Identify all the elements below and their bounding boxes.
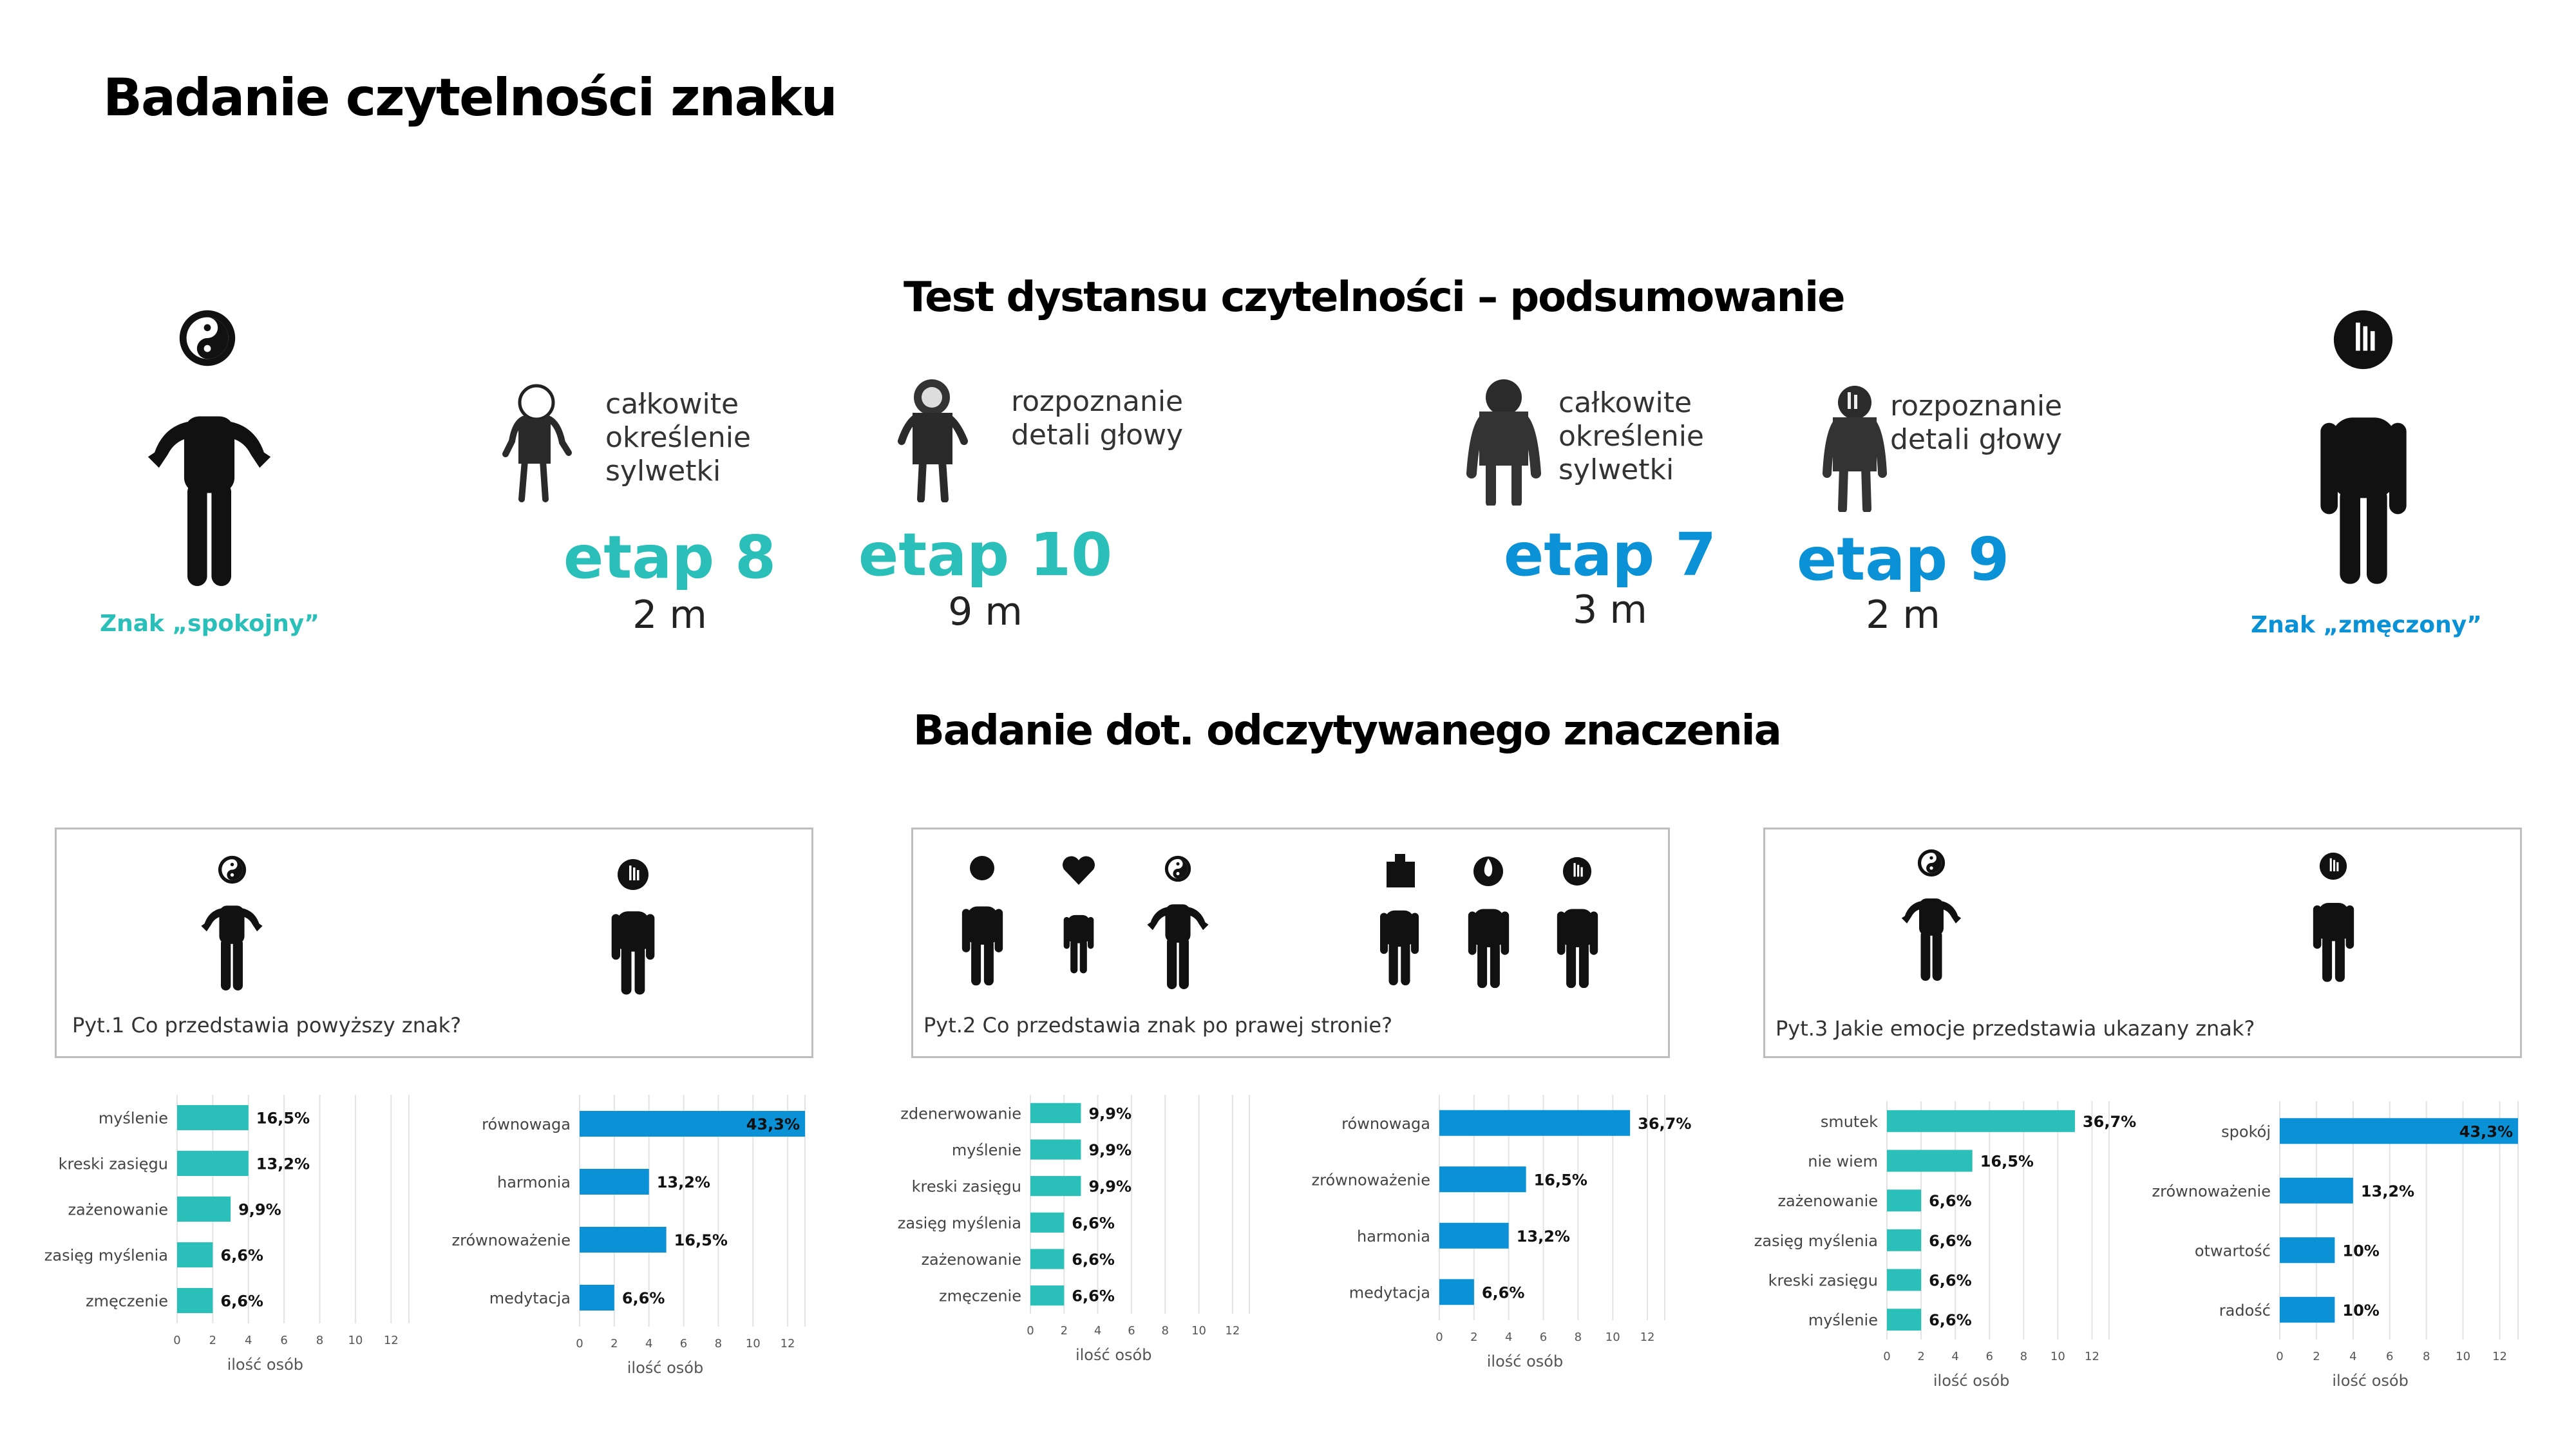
value-label: 13,2% [1516, 1227, 1570, 1245]
chart-q3-calm [1726, 1088, 2138, 1391]
stage-1-description: całkowite określenie sylwetki [605, 388, 751, 488]
plain-figure-icon [952, 880, 1013, 989]
x-axis-label: ilość osób [227, 1356, 304, 1374]
tick-label: 10 [1191, 1324, 1206, 1338]
category-label: medytacja [489, 1289, 571, 1307]
tick-label: 4 [2349, 1350, 2357, 1363]
tick-label: 4 [1504, 1331, 1513, 1344]
question-1-text: Pyt.1 Co przedstawia powyższy znak? [72, 1013, 462, 1037]
question-2-panel [911, 828, 1670, 1058]
value-label: 6,6% [1929, 1192, 1972, 1211]
stage-3-label: etap 7 [1503, 520, 1717, 589]
category-label: zażenowanie [1777, 1192, 1878, 1211]
chart-svg [1282, 1082, 1700, 1385]
tick-label: 2 [209, 1334, 217, 1347]
yin-yang-icon [1164, 855, 1191, 882]
category-label: zmęczenie [86, 1292, 168, 1311]
bar [177, 1288, 213, 1313]
tired-head-icon [2319, 852, 2347, 880]
tick-label: 8 [316, 1334, 324, 1347]
chart-svg [1726, 1088, 2138, 1391]
value-label: 6,6% [1929, 1231, 1972, 1250]
category-label: myślenie [951, 1141, 1021, 1159]
tick-label: 0 [576, 1337, 583, 1350]
value-label: 9,9% [1088, 1141, 1132, 1159]
bar [580, 1169, 649, 1195]
value-label: 13,2% [256, 1155, 310, 1173]
stage-2-distance: 9 m [948, 589, 1023, 634]
bar [2280, 1297, 2334, 1323]
bar [1887, 1229, 1921, 1251]
bar [1030, 1249, 1064, 1269]
stage-4-description: rozpoznanie detali głowy [1890, 390, 2063, 456]
value-label: 13,2% [656, 1173, 710, 1191]
category-label: zrównoważenie [451, 1231, 571, 1249]
bar [580, 1227, 667, 1253]
chart-q1-tired [419, 1082, 831, 1385]
x-axis-label: ilość osób [2332, 1372, 2409, 1390]
chart-svg [13, 1082, 425, 1385]
tick-label: 6 [679, 1337, 688, 1350]
category-label: medytacja [1349, 1283, 1430, 1302]
chart-q3-tired [2119, 1088, 2544, 1391]
bar [1887, 1269, 1921, 1291]
category-label: zasięg myślenia [44, 1246, 168, 1265]
tick-label: 10 [745, 1337, 761, 1350]
value-label: 36,7% [1638, 1114, 1692, 1133]
sketch-figure-tired-head [1819, 383, 1890, 512]
category-label: kreski zasięgu [911, 1177, 1021, 1196]
bar [580, 1285, 614, 1311]
tired-figure-icon [1547, 882, 1608, 992]
value-label: 10% [2342, 1242, 2380, 1260]
grid [1030, 1095, 1249, 1314]
category-label: smutek [1820, 1112, 1878, 1131]
category-label: zrównoważenie [1311, 1171, 1430, 1189]
tick-label: 8 [714, 1337, 723, 1350]
chart-q1-calm [13, 1082, 425, 1385]
category-label: zasięg myślenia [1754, 1231, 1878, 1250]
value-label: 6,6% [1072, 1287, 1115, 1305]
tick-label: 12 [780, 1337, 795, 1350]
stage-4-distance: 2 m [1866, 592, 1940, 638]
x-axis-label: ilość osób [1075, 1346, 1152, 1364]
value-label: 6,6% [621, 1289, 665, 1307]
tick-label: 10 [1605, 1331, 1620, 1344]
figure-icon [2299, 367, 2428, 586]
tick-label: 2 [2313, 1350, 2320, 1363]
tick-label: 4 [245, 1334, 252, 1347]
category-label: zasięg myślenia [897, 1214, 1021, 1233]
heart-figure-icon [1056, 881, 1101, 990]
value-label: 10% [2342, 1301, 2380, 1320]
value-label: 13,2% [2360, 1182, 2415, 1200]
chart-q2-calm [873, 1082, 1285, 1385]
tick-label: 4 [1094, 1324, 1102, 1338]
value-label: 16,5% [1533, 1171, 1587, 1189]
category-label: równowaga [482, 1115, 571, 1133]
category-label: harmonia [1356, 1227, 1430, 1245]
question-3-text: Pyt.3 Jakie emocje przedstawia ukazany znak? [1776, 1016, 2255, 1041]
tick-label: 12 [383, 1334, 399, 1347]
value-label: 16,5% [256, 1109, 310, 1128]
tick-label: 0 [173, 1334, 181, 1347]
tick-label: 0 [1027, 1324, 1034, 1338]
category-label: kreski zasięgu [1768, 1271, 1878, 1290]
bar [1439, 1223, 1509, 1249]
fire-head-figure-icon [1458, 882, 1519, 992]
calm-sign-figure [119, 309, 299, 592]
tick-label: 6 [1985, 1350, 1993, 1363]
tick-label: 0 [2276, 1350, 2284, 1363]
bar [2280, 1237, 2334, 1263]
stage-3-description: całkowite określenie sylwetki [1558, 386, 1704, 486]
tick-label: 2 [611, 1337, 618, 1350]
tick-label: 6 [2386, 1350, 2394, 1363]
chart-q2-tired [1282, 1082, 1700, 1385]
figure-icon [119, 367, 299, 586]
sketch-figure-calm-head [886, 377, 976, 502]
tick-label: 8 [2422, 1350, 2430, 1363]
tick-label: 6 [1539, 1331, 1548, 1344]
bar [177, 1105, 249, 1130]
yin-yang-icon [1917, 849, 1946, 877]
bar [1030, 1176, 1081, 1196]
tired-sign-caption: Znak „zmęczony” [2251, 612, 2482, 638]
yin-yang-icon [178, 309, 236, 367]
plain-head-icon [969, 855, 995, 881]
puzzle-head-figure-icon [1370, 882, 1428, 992]
value-label: 43,3% [2459, 1122, 2513, 1141]
category-label: otwartość [2194, 1242, 2271, 1260]
category-label: kreski zasięgu [58, 1155, 168, 1173]
tick-label: 12 [1640, 1331, 1655, 1344]
tick-label: 4 [1951, 1350, 1959, 1363]
bar [1887, 1150, 1973, 1172]
sketch-figure-tired-silhouette [1462, 377, 1546, 506]
grid [1887, 1101, 2109, 1340]
value-label: 6,6% [1929, 1271, 1972, 1290]
stage-4-label: etap 9 [1796, 525, 2010, 594]
category-label: zażenowanie [921, 1251, 1021, 1269]
category-label: harmonia [497, 1173, 571, 1191]
x-axis-label: ilość osób [627, 1359, 704, 1377]
bar [177, 1151, 249, 1176]
bar [1030, 1213, 1064, 1233]
value-label: 6,6% [1072, 1251, 1115, 1269]
tick-label: 2 [1470, 1331, 1478, 1344]
stage-1-distance: 2 m [632, 592, 707, 638]
value-label: 16,5% [1980, 1152, 2034, 1171]
category-label: myślenie [98, 1109, 168, 1128]
tick-label: 0 [1883, 1350, 1891, 1363]
value-label: 16,5% [674, 1231, 728, 1249]
tick-label: 12 [2085, 1350, 2099, 1363]
calm-figure-icon [1886, 875, 1976, 981]
x-axis-label: ilość osób [1933, 1372, 2010, 1390]
tick-label: 2 [1917, 1350, 1925, 1363]
bar [1439, 1279, 1474, 1305]
category-label: spokój [2221, 1122, 2271, 1141]
tick-label: 6 [280, 1334, 288, 1347]
stage-3-distance: 3 m [1573, 587, 1647, 632]
category-label: myślenie [1808, 1311, 1878, 1330]
bar [1439, 1110, 1630, 1136]
bar [177, 1242, 213, 1267]
category-label: zrównoważenie [2152, 1182, 2271, 1200]
tired-figure-icon [2303, 878, 2364, 984]
value-label: 6,6% [1072, 1214, 1115, 1233]
value-label: 36,7% [2082, 1112, 2137, 1131]
category-label: zażenowanie [68, 1200, 168, 1219]
bar [177, 1197, 231, 1222]
bar [1439, 1166, 1526, 1192]
tick-label: 12 [1225, 1324, 1240, 1338]
tick-label: 8 [2020, 1350, 2028, 1363]
tick-label: 10 [348, 1334, 363, 1347]
bar [1887, 1189, 1921, 1211]
calm-sign-caption: Znak „spokojny” [100, 611, 319, 637]
tick-label: 4 [645, 1337, 653, 1350]
value-label: 6,6% [220, 1246, 263, 1265]
value-label: 6,6% [220, 1292, 263, 1311]
bar [1030, 1139, 1081, 1159]
stage-1-label: etap 8 [563, 523, 777, 592]
bar [1887, 1110, 2075, 1132]
question-2-text: Pyt.2 Co przedstawia znak po prawej stronie? [923, 1013, 1393, 1037]
value-label: 43,3% [746, 1115, 800, 1133]
bar [1030, 1285, 1064, 1305]
tired-figure-icon [601, 886, 665, 996]
tired-sign-figure [2299, 309, 2428, 592]
tick-label: 12 [2492, 1350, 2507, 1363]
category-label: zdenerwowanie [900, 1104, 1021, 1123]
stage-2-description: rozpoznanie detali głowy [1011, 385, 1184, 451]
sketch-figure-calm-silhouette [486, 383, 576, 502]
calm-figure-icon [1136, 880, 1220, 989]
value-label: 9,9% [1088, 1177, 1132, 1196]
question-1-panel [55, 828, 813, 1058]
tick-label: 8 [1161, 1324, 1169, 1338]
value-label: 6,6% [1481, 1283, 1525, 1302]
page-title: Badanie czytelności znaku [103, 68, 837, 128]
section-distance-title: Test dystansu czytelności – podsumowanie [904, 274, 1844, 321]
x-axis-label: ilość osób [1486, 1352, 1564, 1370]
category-label: zmęczenie [939, 1287, 1021, 1305]
chart-svg [419, 1082, 831, 1385]
tick-label: 10 [2050, 1350, 2065, 1363]
calm-figure-icon [187, 881, 277, 990]
category-label: nie wiem [1808, 1152, 1878, 1171]
bar [1887, 1309, 1921, 1331]
section-meaning-title: Badanie dot. odczytywanego znaczenia [913, 707, 1781, 755]
category-label: radość [2219, 1301, 2271, 1320]
value-label: 6,6% [1929, 1311, 1972, 1330]
chart-svg [2119, 1088, 2544, 1391]
tick-label: 6 [1128, 1324, 1135, 1338]
category-label: równowaga [1341, 1114, 1430, 1133]
bar [2280, 1178, 2353, 1204]
question-3-panel [1763, 828, 2522, 1058]
value-label: 9,9% [238, 1200, 281, 1219]
tick-label: 10 [2456, 1350, 2471, 1363]
bar [1030, 1103, 1081, 1123]
tick-label: 0 [1435, 1331, 1443, 1344]
yin-yang-icon [218, 855, 247, 884]
value-label: 9,9% [1088, 1104, 1132, 1123]
tick-label: 8 [1574, 1331, 1582, 1344]
tick-label: 2 [1060, 1324, 1068, 1338]
stage-2-label: etap 10 [858, 520, 1113, 589]
chart-svg [873, 1082, 1285, 1385]
tired-head-icon [2333, 309, 2394, 370]
